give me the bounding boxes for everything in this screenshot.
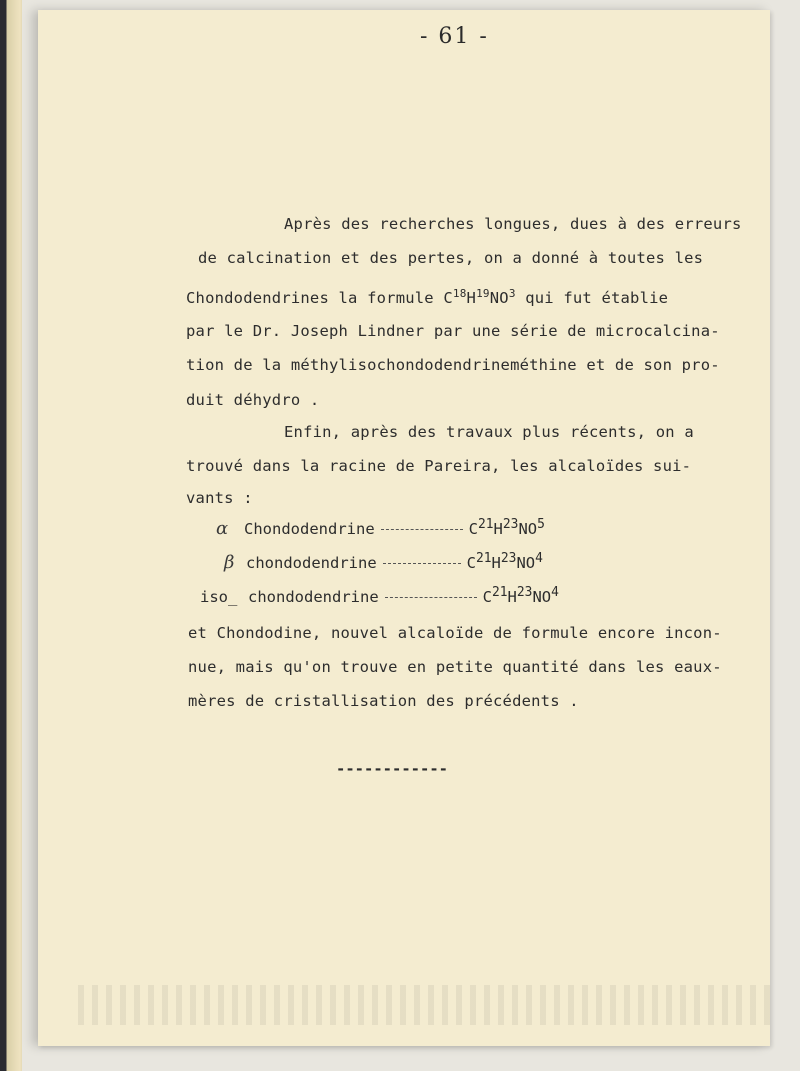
paragraph1-line5: tion de la méthylisochondodendrineméthine et de son pro- <box>186 356 720 374</box>
alpha-prefix: α <box>216 518 229 540</box>
paragraph1-line3: Chondodendrines la formule $C^{18}H^{19}NO^3$ qui fut établie <box>186 287 669 307</box>
paragraph3-line2: nue, mais qu'on trouve en petite quantité dans les eaux- <box>188 658 722 676</box>
iso-prefix: iso_ <box>200 588 238 607</box>
alkaloid-name: Chondodendrine <box>244 520 375 539</box>
dotted-leader <box>381 529 463 530</box>
section-separator: ------------ <box>336 760 448 778</box>
document-page <box>38 10 770 1046</box>
paragraph1-line1: Après des recherches longues, dues à des erreurs <box>284 215 742 233</box>
paragraph3-line3: mères de cristallisation des précédents . <box>188 692 579 710</box>
paragraph1-line4: par le Dr. Joseph Lindner par une série de microcalcina- <box>186 322 720 340</box>
alkaloid-formula: $C^{21}H^{23}NO^4$ <box>482 585 559 607</box>
show-through-texture <box>78 985 778 1025</box>
alkaloid-row-alpha <box>216 517 545 539</box>
alkaloid-name: chondodendrine <box>246 554 377 573</box>
beta-prefix: β <box>224 552 235 574</box>
paragraph2-line3: vants : <box>186 489 253 507</box>
paragraph3-line1: et Chondodine, nouvel alcaloïde de formule encore incon- <box>188 624 722 642</box>
page-number: - 61 - <box>420 24 489 49</box>
dotted-leader <box>383 563 461 564</box>
dotted-leader <box>385 597 477 598</box>
alkaloid-formula: $C^{21}H^{23}NO^4$ <box>466 551 543 573</box>
alkaloid-row-iso <box>200 585 559 606</box>
alkaloid-formula: $C^{21}H^{23}NO^5$ <box>468 517 545 539</box>
paragraph1-line6: duit déhydro . <box>186 391 320 409</box>
paragraph1-line2: de calcination et des pertes, on a donné à toutes les <box>198 249 704 267</box>
paragraph2-line1: Enfin, après des travaux plus récents, on a <box>284 423 694 441</box>
alkaloid-name: chondodendrine <box>248 588 379 607</box>
paragraph2-line2: trouvé dans la racine de Pareira, les alcaloïdes sui- <box>186 457 692 475</box>
alkaloid-row-beta <box>224 551 543 573</box>
book-binding <box>0 0 22 1071</box>
